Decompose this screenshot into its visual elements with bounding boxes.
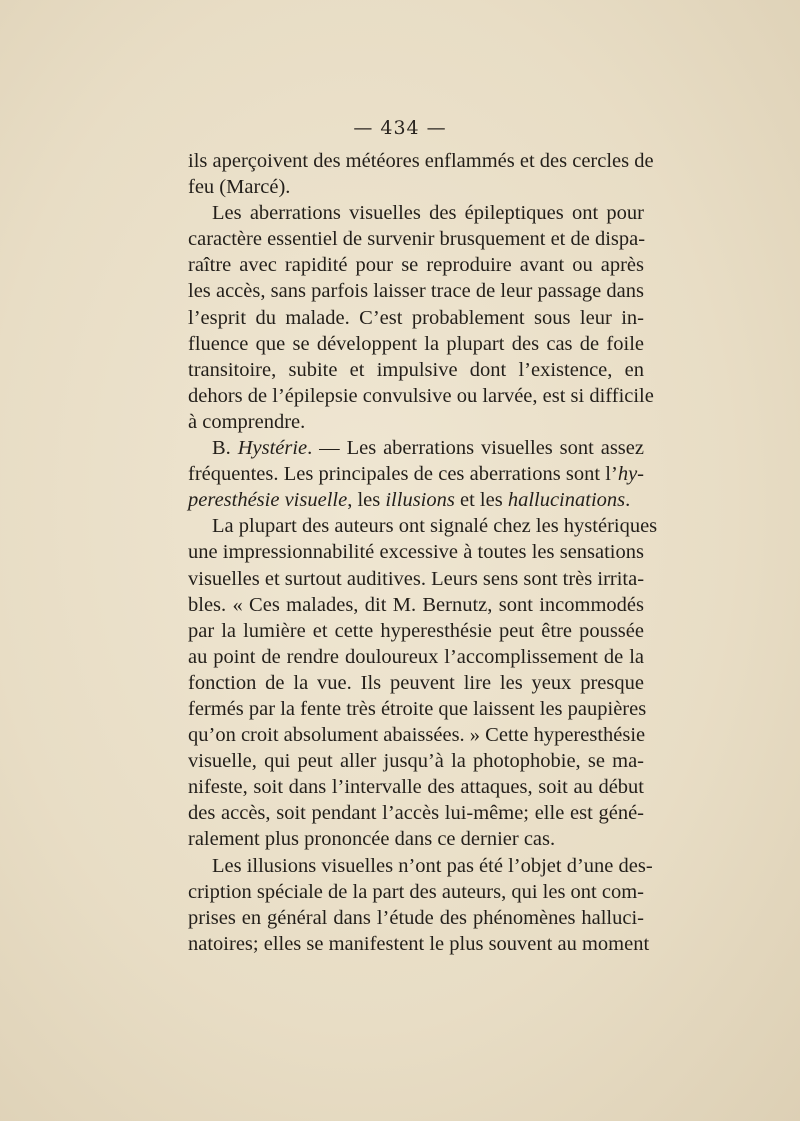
text-line [188,226,644,252]
text-segment: bles. « Ces malades, dit M. Bernutz, sont incommodés [188,593,644,616]
text-line [188,148,654,174]
text-line [188,435,644,461]
page-number: — 434 — [353,117,447,139]
body-text [188,148,658,957]
text-line [188,722,644,748]
text-line [188,487,644,513]
italic-term: Hystérie [237,437,308,460]
text-line [188,513,658,539]
text-segment: fonction de la vue. Ils peuvent lire les yeux presque [188,671,644,694]
text-segment: prises en général dans l’étude des phénomènes halluci- [188,906,644,929]
text-segment: qu’on croit absolument abaissées. » Cette hyperesthésie [188,724,646,747]
text-segment: les accès, sans parfois laisser trace de leur passage dans [188,280,644,303]
text-line [188,566,644,592]
text-segment: raître avec rapidité pour se reproduire avant ou après [188,254,644,277]
text-segment: par la lumière et cette hyperesthésie peut être poussée [188,619,644,642]
text-segment: caractère essentiel de survenir brusquement et de dispa- [188,228,646,251]
text-segment: transitoire, subite et impulsive dont l’existence, en [188,358,644,381]
text-line [188,592,644,618]
text-line [188,305,644,331]
text-line [188,357,644,383]
text-line [188,644,644,670]
text-line [188,278,644,304]
text-line [188,539,644,565]
italic-term: hy- [617,463,644,486]
text-line [188,748,644,774]
text-segment: fermés par la fente très étroite que laissent les paupières [188,697,647,720]
italic-term: illusions [385,489,455,512]
text-segment: . — Les aberrations visuelles sont assez [307,437,644,460]
text-line [188,931,650,957]
text-segment: fluence que se développent la plupart des cas de foile [188,332,644,355]
text-line [188,174,644,200]
text-line [188,383,654,409]
text-segment: ils aperçoivent des météores enflammés et des cercles de [188,150,654,172]
text-segment: feu (Marcé). [188,176,291,199]
text-segment: nifeste, soit dans l’intervalle des attaques, soit au début [188,776,644,799]
text-line [188,252,644,278]
text-segment: l’esprit du malade. C’est probablement sous leur in- [188,306,644,329]
text-segment: visuelle, qui peut aller jusqu’à la photophobie, se ma- [188,750,644,773]
text-segment: . [625,489,631,512]
text-line [188,905,644,931]
text-segment: fréquentes. Les principales de ces aberrations sont l’ [188,463,618,486]
text-segment: une impressionnabilité excessive à toutes les sensations [188,541,644,564]
text-segment: visuelles et surtout auditives. Leurs sens sont très irrita- [188,567,645,590]
text-line [188,461,644,487]
text-segment: , les [347,489,386,512]
text-segment: au point de rendre douloureux l’accomplissement de la [188,645,644,668]
text-line [188,670,644,696]
text-segment: natoires; elles se manifestent le plus souvent au moment [188,932,650,955]
text-line [188,409,644,435]
text-segment: cription spéciale de la part des auteurs, qui les ont com- [188,880,644,903]
text-segment: La plupart des auteurs ont signalé chez les hystériques [212,515,658,538]
text-segment: des accès, soit pendant l’accès lui-même; elle est géné- [188,802,644,825]
text-line [188,774,644,800]
text-segment: Les aberrations visuelles des épileptiques ont pour [212,202,644,225]
italic-term: hallucinations [507,489,626,512]
text-line [188,696,647,722]
text-segment: dehors de l’épilepsie convulsive ou larvée, est si difficile [188,384,654,407]
text-segment: Les illusions visuelles n’ont pas été l’objet d’une des- [212,854,653,877]
text-line [188,879,644,905]
text-line [188,853,653,879]
italic-term: peresthésie visuelle [188,489,348,512]
text-line [188,200,644,226]
text-segment: B. [212,437,238,460]
text-line [188,331,644,357]
text-line [188,800,644,826]
text-line [188,618,644,644]
text-segment: ralement plus prononcée dans ce dernier cas. [188,828,556,851]
text-segment: à comprendre. [188,410,306,433]
text-line [188,826,644,852]
text-segment: et les [454,489,508,512]
